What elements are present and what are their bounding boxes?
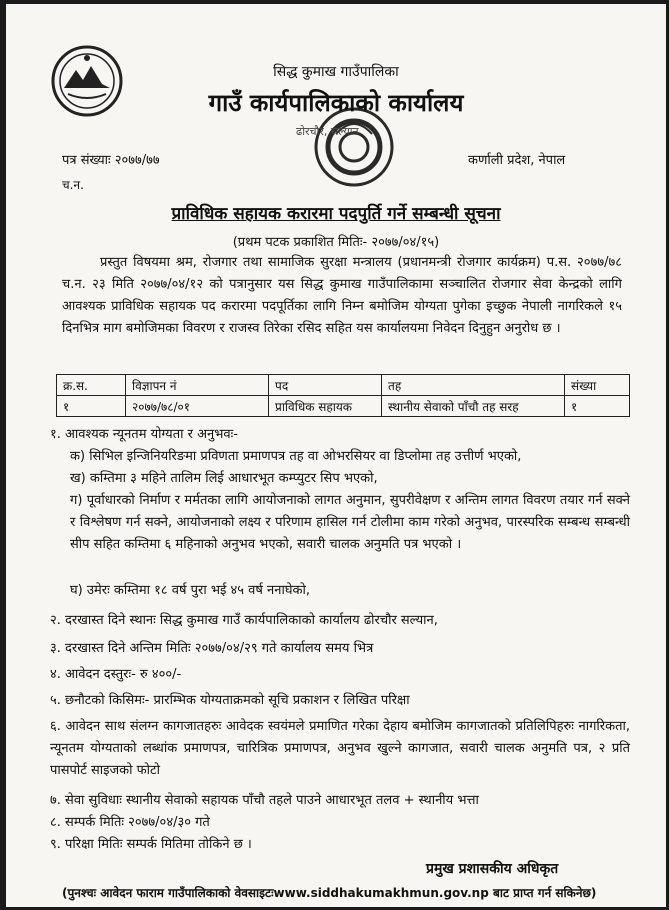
section-7: ७. सेवा सुविधाः स्थानीय सेवाको सहायक पाँचौ तहले पाउने आधारभूत तलव + स्थानीय भत्ता xyxy=(50,793,479,808)
signatory-title: प्रमुख प्रशासकीय अधिकृत xyxy=(426,861,559,877)
table-header: संख्या xyxy=(565,375,630,396)
footer-note: (पुनश्चः आवेदन फाराम गाउँपालिकाको वेवसाइटःwww.siddhakumakhmun.gov.np बाट प्राप्त गर्न सकिनेछ) xyxy=(62,886,597,900)
table-header: पद xyxy=(269,375,382,396)
table-cell: १ xyxy=(57,396,126,417)
section-1b: ख) कम्तिमा ३ महिने तालिम लिई आधारभूत कम्प्युटर सिप भएको, xyxy=(70,471,378,486)
intro-paragraph xyxy=(62,252,622,340)
notice-title: प्राविधिक सहायक करारमा पदपुर्ति गर्ने सम्बन्धी सूचना xyxy=(171,204,501,224)
municipality-name: सिद्ध कुमाख गाउँपालिका xyxy=(273,64,399,80)
office-location: ढोरचौर, सल्यान xyxy=(296,125,359,138)
table-header: क्र.स. xyxy=(57,375,126,396)
office-name: गाउँ कार्यपालिकाको कार्यालय xyxy=(208,89,464,117)
section-2: २. दरखास्त दिने स्थानः सिद्ध कुमाख गाउँ कार्यपालिकाको कार्यालय ढोरचौर सल्यान, xyxy=(50,613,438,628)
vacancy-table xyxy=(56,374,630,417)
table-header: विज्ञापन नं xyxy=(126,375,269,396)
section-4: ४. आवेदन दस्तुरः- रु ४००/- xyxy=(50,667,182,682)
section-1a: क) सिभिल इन्जिनियरिङमा प्रविणता प्रमाणपत्र तह वा ओभरसियर वा डिप्लोमा तह उत्तीर्ण भएको, xyxy=(70,449,522,464)
letter-number: पत्र संख्याः २०७७/७७ xyxy=(62,153,160,168)
intro-text: प्रस्तुत विषयमा श्रम, रोजगार तथा सामाजिक सुरक्षा मन्त्रालय (प्रधानमन्त्री रोजगार कार्यक्रम) प.स. २०७७/७८ च.न. २३ मिति २०७७/०४/१२ को पत्रानुसार यस सिद्ध कुमाख गाउँपालिकामा सञ्चालित रोजगार सेवा केन्द्रको लागि आवश्यक प्राविधिक सहायक पद करारमा पदपूर्तिका लागि निम्न बमोजिम योग्यता पुगेका इच्छुक नेपाली नागरिकले १५ दिनभित्र माग बमोजिमका विवरण र राजस्व तिरेका रसिद सहित यस कार्यालयमा निवेदन दिनुहुन अनुरोध छ । xyxy=(62,255,622,336)
table-header-row xyxy=(57,375,630,396)
notice-page xyxy=(6,4,666,907)
section-9: ९. परिक्षा मितिः सम्पर्क मितिमा तोकिने छ । xyxy=(50,837,252,852)
section-1-heading: १. आवश्यक न्यूनतम योग्यता र अनुभवः- xyxy=(50,427,238,442)
section-1d: घ) उमेरः कम्तिमा १८ वर्ष पुरा भई ४५ वर्ष ननाघेको, xyxy=(70,583,310,598)
section-5: ५. छनौटको किसिमः- प्रारम्भिक योग्यताक्रमको सूचि प्रकाशन र लिखित परिक्षा xyxy=(50,693,410,708)
table-cell: २०७७/७८/०१ xyxy=(126,396,269,417)
section-6: ६. आवेदन साथ संलग्न कागजातहरुः आवेदक स्वयंमले प्रमाणित गरेका देहाय बमोजिम कागजातको प्रतिलिपिहरुः नागरिकता, न्यूनतम योग्यताको लब्धांक प्रमाणपत्र, चारित्रिक प्रमाणपत्र, अनुभव खुल्ने कागजात, सवारी चालक अनुमति पत्र, २ प्रति पासपोर्ट साइजको फोटो xyxy=(50,719,630,778)
table-row xyxy=(57,396,630,417)
table-header: तह xyxy=(382,375,565,396)
dispatch-number: च.न. xyxy=(62,178,84,192)
table-cell: १ xyxy=(565,396,630,417)
province: कर्णाली प्रदेश, नेपाल xyxy=(468,153,566,168)
section-1c: ग) पूर्वाधारको निर्माण र मर्मतका लागि आयोजनाको लागत अनुमान, सुपरीवेक्षण र अन्तिम लागत विवरण तयार गर्न सक्ने र विश्लेषण गर्न सक्ने, आयोजनाको लक्ष्य र परिणाम हासिल गर्न टोलीमा काम गरेको अनुभव, पारस्परिक सम्बन्ध सम्बन्धी सीप सहित कम्तिमा ६ महिनाको अनुभव भएको, सवारी चालक अनुमति पत्र भएको । xyxy=(70,493,630,552)
published-date: (प्रथम पटक प्रकाशित मितिः- २०७७/०४/१५) xyxy=(232,235,440,250)
section-3: ३. दरखास्त दिने अन्तिम मितिः २०७७/०४/२९ गते कार्यालय समय भित्र xyxy=(50,641,374,656)
section-8: ८. सम्पर्क मितिः २०७७/०४/३० गते xyxy=(50,815,210,830)
table-cell: प्राविधिक सहायक xyxy=(269,396,382,417)
table-cell: स्थानीय सेवाको पाँचौ तह सरह xyxy=(382,396,565,417)
